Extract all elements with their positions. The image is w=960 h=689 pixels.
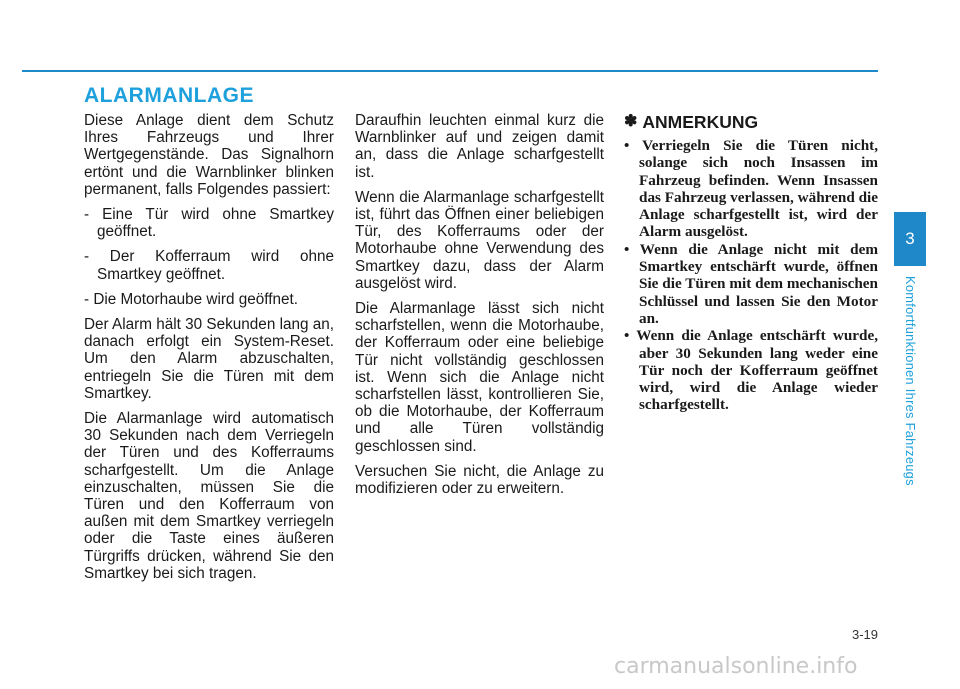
asterisk-icon: ✽ <box>624 113 638 130</box>
arming-condition-paragraph: Die Alarmanlage lässt sich nicht scharfstellen, wenn die Motorhaube, der Kofferraum oder eine beliebige Tür nicht vollständig geschlossen ist. Wenn sich die Anlage nicht scharfstellen lässt, kontrollieren Sie, ob die Motorhaube, der Kofferraum und alle Türen vollständig geschlossen sind. <box>355 300 604 455</box>
note-title: ANMERKUNG <box>642 112 759 132</box>
note-heading <box>624 112 878 132</box>
confirmation-paragraph: Daraufhin leuchten einmal kurz die Warnblinker auf und zeigen damit an, dass die Anlage scharfgestellt ist. <box>355 112 604 181</box>
page-number: 3-19 <box>851 627 878 642</box>
note-list <box>624 137 878 414</box>
chapter-tab: 3 <box>894 212 926 266</box>
trigger-item: - Der Kofferraum wird ohne Smartkey geöffnet. <box>84 248 334 283</box>
section-title: ALARMANLAGE <box>84 84 254 107</box>
chapter-label: Komfortfunktionen Ihres Fahrzeugs <box>903 276 918 486</box>
modification-warning: Versuchen Sie nicht, die Anlage zu modifizieren oder zu erweitern. <box>355 462 604 498</box>
trigger-item: - Die Motorhaube wird geöffnet. <box>84 290 298 308</box>
watermark: carmanualsonline.info <box>614 654 858 679</box>
top-divider <box>22 70 878 72</box>
note-box <box>624 112 878 414</box>
intro-paragraph: Diese Anlage dient dem Schutz Ihres Fahrzeugs und Ihrer Wertgegenstände. Das Signalhorn ertönt und die Warnblinker blinken permanent, falls Folgendes passiert: <box>84 112 334 198</box>
alarm-duration-paragraph: Der Alarm hält 30 Sekunden lang an, danach erfolgt ein System-Reset. Um den Alarm abzuschalten, entriegeln Sie die Türen mit dem Smartkey. <box>84 316 335 402</box>
column-middle <box>355 112 604 505</box>
note-item: • Verriegeln Sie die Türen nicht, solange sich noch Insassen im Fahrzeug befinden. Wenn Insassen das Fahrzeug verlassen, während die Anlage scharfgestellt ist, wird der Alarm ausgelöst. <box>624 137 878 241</box>
trigger-item: - Eine Tür wird ohne Smartkey geöffnet. <box>84 206 334 241</box>
note-item: • Wenn die Anlage nicht mit dem Smartkey entschärft wurde, öffnen Sie die Türen mit dem mechanischen Schlüssel und lassen Sie den Motor an. <box>624 240 878 327</box>
column-left <box>84 112 334 590</box>
trigger-paragraph: Wenn die Alarmanlage scharfgestellt ist, führt das Öffnen einer beliebigen Tür, des Kofferraums oder der Motorhaube ohne Verwendung des Smartkey dazu, dass der Alarm ausgelöst wird. <box>355 188 604 292</box>
note-item: • Wenn die Anlage entschärft wurde, aber 30 Sekunden lang weder eine Tür noch der Kofferraum geöffnet wird, wird die Anlage wieder scharfgestellt. <box>624 327 878 414</box>
arming-paragraph: Die Alarmanlage wird automatisch 30 Sekunden nach dem Verriegeln der Türen und des Kofferraums scharfgestellt. Um die Anlage einzuschalten, müssen Sie die Türen und den Kofferraum von außen mit dem Smartkey verriegeln oder die Taste eines äußeren Türgriffs drücken, während Sie den Smartkey bei sich tragen. <box>84 410 334 582</box>
